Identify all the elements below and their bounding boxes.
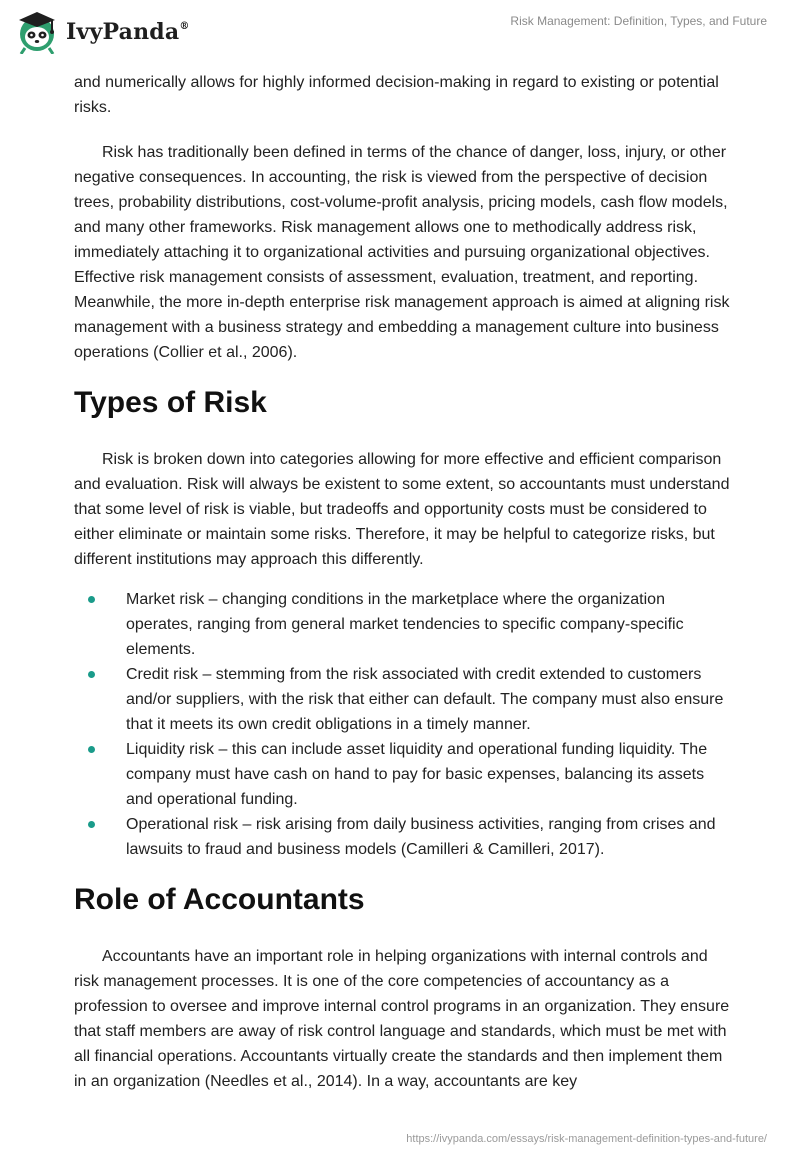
list-item-liquidity-risk: Liquidity risk – this can include asset liquidity and operational funding liquidity. The company must have cash on hand to pay for basic expenses, balancing its assets and operational funding. (74, 737, 734, 812)
registered-mark: ® (179, 21, 190, 32)
list-item-operational-risk: Operational risk – risk arising from daily business activities, ranging from crises and lawsuits to fraud and business models (Camilleri & Camilleri, 2017). (74, 812, 734, 862)
page-header (0, 0, 800, 70)
footer-url-link[interactable]: https://ivypanda.com/essays/risk-management-definition-types-and-future/ (406, 1133, 767, 1145)
list-item-credit-risk: Credit risk – stemming from the risk associated with credit extended to customers and/or suppliers, with the risk that either can default. The company must also ensure that it meets its own credit obligations in a timely manner. (74, 662, 734, 737)
risk-types-list (74, 587, 734, 862)
ivypanda-logo[interactable] (14, 10, 190, 54)
bullet-icon (88, 596, 95, 603)
document-title: Risk Management: Definition, Types, and Future (510, 14, 767, 28)
heading-role-of-accountants: Role of Accountants (74, 883, 365, 916)
bullet-icon (88, 746, 95, 753)
paragraph-continued: and numerically allows for highly informed decision-making in regard to existing or potential risks. (74, 74, 719, 116)
paragraph-role-of-accountants: Accountants have an important role in helping organizations with internal controls and risk management processes. It is one of the core competencies of accountancy as a profession to oversee and improve internal control programs in an organization. They ensure that staff members are away of risk control language and standards, which must be met with all financial operations. Accountants virtually create the standards and then implement them in an organization (Needles et al., 2014). In a way, accountants are key (74, 948, 730, 1090)
bullet-icon (88, 821, 95, 828)
bullet-icon (88, 671, 95, 678)
list-item-market-risk: Market risk – changing conditions in the marketplace where the organization operates, ranging from general market tendencies to specific company-specific elements. (74, 587, 734, 662)
article-body (74, 70, 734, 1094)
heading-types-of-risk: Types of Risk (74, 386, 267, 419)
panda-graduate-icon (14, 10, 60, 54)
paragraph-types-intro: Risk is broken down into categories allowing for more effective and efficient comparison and evaluation. Risk will always be existent to some extent, so accountants must understand that some level of risk is viable, but tradeoffs and opportunity costs must be considered to either eliminate or maintain some risks. Therefore, it may be helpful to categorize risks, but different institutions may approach this differently. (74, 451, 730, 568)
paragraph-risk-definition: Risk has traditionally been defined in terms of the chance of danger, loss, injury, or other negative consequences. In accounting, the risk is viewed from the perspective of decision trees, probability distributions, cost-volume-profit analysis, pricing models, cash flow models, and many other frameworks. Risk management allows one to methodically address risk, immediately attaching it to organizational activities and pursuing organizational objectives. Effective risk management consists of assessment, evaluation, treatment, and reporting. Meanwhile, the more in-depth enterprise risk management approach is aimed at aligning risk management with a business strategy and embedding a management culture into business operations (Collier et al., 2006). (74, 144, 730, 361)
brand-name: IvyPanda® (66, 19, 190, 45)
